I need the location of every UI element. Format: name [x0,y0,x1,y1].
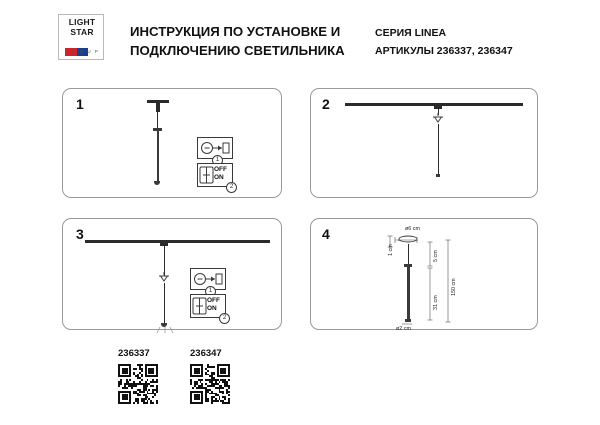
logo-wordmark [59,18,105,37]
logo-line-2: STAR [70,26,94,37]
ceiling-stem [156,103,160,112]
step3-badge-2: 2 [219,313,230,324]
light-rays-icon [156,326,174,334]
articles-line: АРТИКУЛЫ 236337, 236347 [375,45,513,57]
step1-label-on: ON [214,174,224,181]
step-panel-3 [62,218,282,330]
series-line: СЕРИЯ LINEA [375,27,447,39]
lamp-rod [157,131,159,181]
dim-cap-height: 1 cm [388,244,394,256]
step-number-3: 3 [76,226,84,242]
dim-segment-5: 5 cm [433,250,439,262]
page-title [130,22,370,60]
qr-code-236347[interactable] [190,364,230,404]
footer-code-2: 236347 [190,348,222,359]
brand-logo [58,14,104,60]
step-number-1: 1 [76,96,84,112]
step3-label-off: OFF [207,297,220,304]
step1-badge-1: 1 [212,155,223,166]
suspension-cable [157,112,158,128]
step3-label-on: ON [207,305,217,312]
step1-label-off: OFF [214,166,227,173]
step1-badge-2: 2 [226,182,237,193]
page-title-line-2: ПОДКЛЮЧЕНИЮ СВЕТИЛЬНИКА [130,43,345,58]
footer-code-1: 236337 [118,348,150,359]
lamp-bottom-cap [436,174,440,177]
product-info [375,24,575,60]
dim-top-diameter: ø6 cm [405,226,420,232]
dim-segment-31: 31 cm [433,295,439,310]
lamp-rod [438,124,439,174]
ceiling-rail [85,240,270,243]
qr-code-236337[interactable] [118,364,158,404]
logo-line-1: LIGHT [68,17,96,27]
dim-bottom-diameter: ø2 cm [396,326,411,332]
page-title-line-1: ИНСТРУКЦИЯ ПО УСТАНОВКЕ И [130,24,341,39]
dim-total-150: 150 cm [451,278,457,296]
lamp-rod [164,283,166,323]
logo-group-text: G R O U P [64,49,100,54]
step-number-2: 2 [322,96,330,112]
step-number-4: 4 [322,226,330,242]
step-panel-1 [62,88,282,198]
step3-badge-1: 1 [205,286,216,297]
